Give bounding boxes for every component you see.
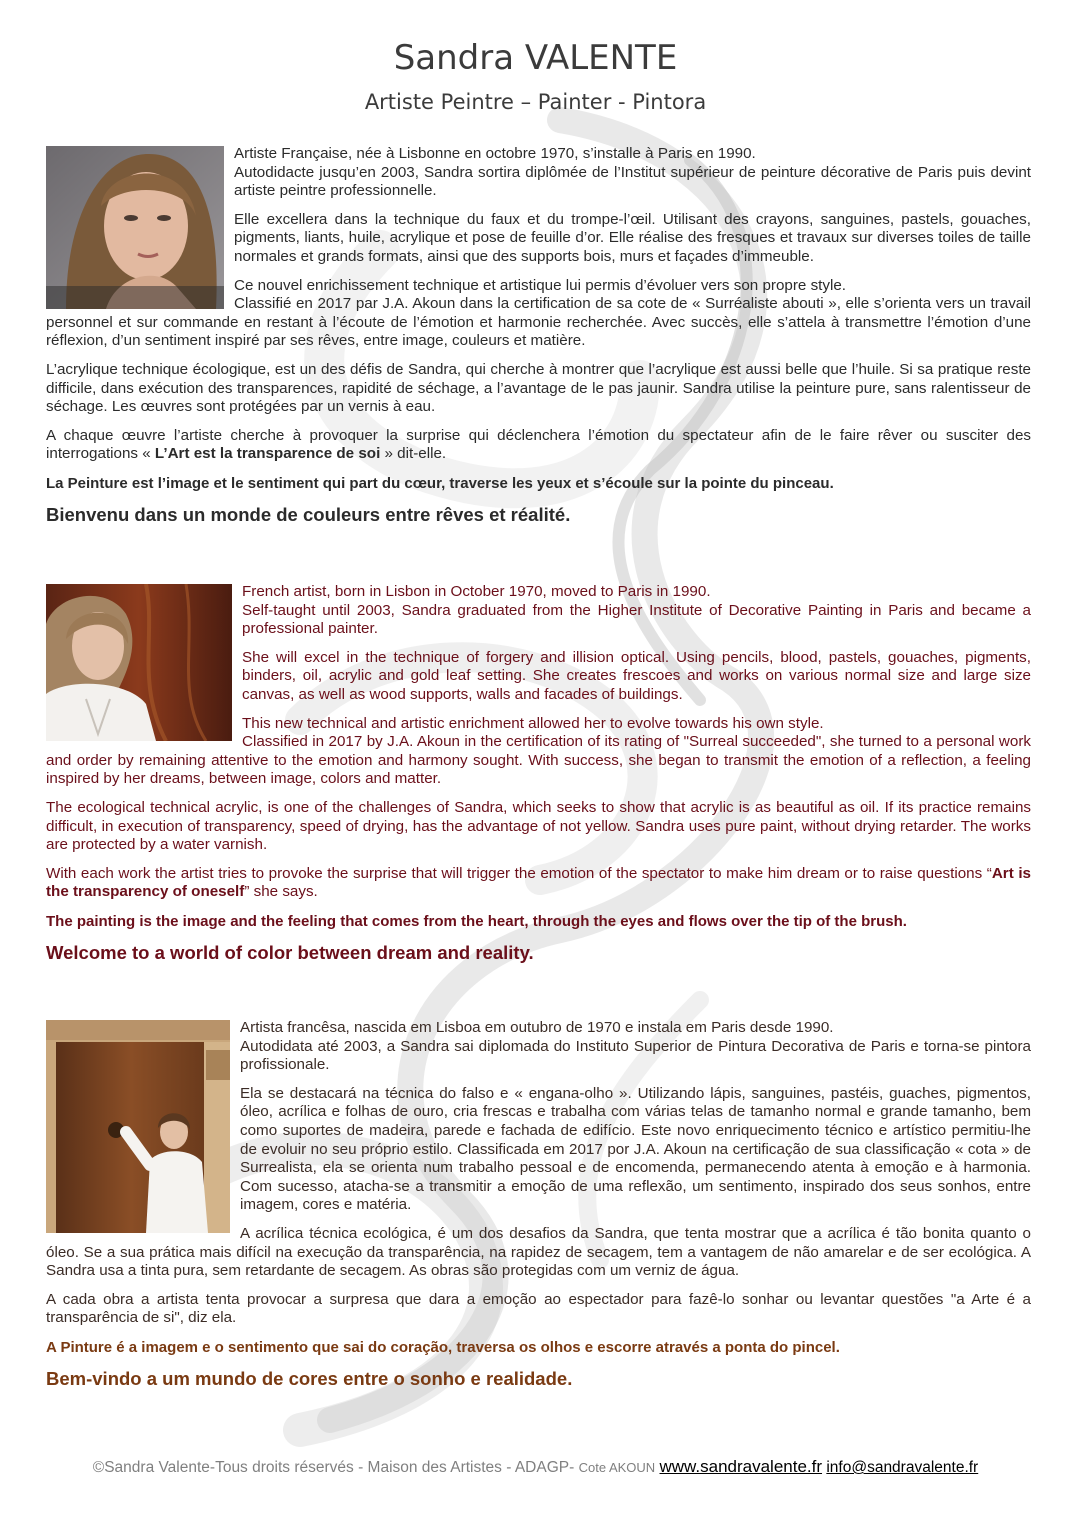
artist-portrait-photo-1 — [46, 146, 224, 309]
artist-portrait-photo-2 — [46, 584, 232, 741]
paragraph: L’acrylique technique écologique, est un des défis de Sandra, qui cherche à montrer que l’acrylique est aussi belle que l’huile. Si sa pratique reste difficile, dans exécution des transparences, rapidité de séchage, a l’avantage de le pas jaunir. Sandra utilise la peinture pure, sans ralentisseur de séchage. Les œuvres sont protégées par un vernis à eau. — [46, 360, 1031, 416]
email-link[interactable]: info@sandravalente.fr — [826, 1459, 979, 1476]
quote-bold: Art is the transparency of oneself — [46, 864, 1031, 901]
paragraph: Ela se destacará na técnica do falso e « engana-olho ». Utilizando lápis, sanguines, pastéis, guaches, pigmentos, óleo, acrílica e folhas de ouro, cria frescas e trabalha com várias telas de tamanho normal e grande tamanho, bem como suportes de madeira, parede e fachada de edifício. Este novo enriquecimento técnico e artístico permitiu-lhe de evoluir no seu próprio estilo. Classificada em 2017 por J.A. Akoun na certificação de sua classificação « cota » de Surrealista, ela se orienta num trabalho pessoal e de encomenda, permanecendo atenta à emoção e à harmonia. Com sucesso, atacha-se a transmitir a emoção de uma reflexão, um sentimento, inspirado dos seus sonhos, entre imagem, cores e matéria. — [240, 1084, 1031, 1214]
section-portuguese — [46, 1019, 1031, 1401]
paragraph: Ce nouvel enrichissement technique et artistique lui permis d’évoluer vers son propre style. — [234, 276, 847, 294]
website-link[interactable]: www.sandravalente.fr — [659, 1457, 823, 1476]
paragraph: With each work the artist tries to provoke the surprise that will trigger the emotion of the spectator to make him dream or to raise questions “Art is the transparency of oneself” she says. — [46, 864, 1031, 901]
motto-line: The painting is the image and the feeling that comes from the heart, through the eyes and flows over the tip of the brush. — [46, 912, 907, 930]
paragraph: Artista francêsa, nascida em Lisboa em outubro de 1970 e instala em Paris desde 1990. — [240, 1019, 834, 1036]
paragraph: Autodidata até 2003, a Sandra sai diplomada do Instituto Superior de Pintura Decorativa de Paris e torna-se pintora profissionale. — [240, 1037, 1031, 1074]
paragraph: The ecological technical acrylic, is one of the challenges of Sandra, which seeks to show that acrylic is as beautiful as oil. If its practice remains difficult, in execution of transparency, speed of drying, has the advantage of not yellow. Sandra uses pure paint, without drying retarder. The works are protected by a water varnish. — [46, 798, 1031, 854]
welcome-line: Bienvenu dans un monde de couleurs entre rêves et réalité. — [46, 503, 571, 525]
welcome-line: Welcome to a world of color between dream and reality. — [46, 941, 534, 963]
artist-portrait-photo-3 — [46, 1020, 230, 1233]
section-english — [46, 583, 1031, 975]
paragraph: A acrílica técnica ecológica, é um dos desafios da Sandra, que tenta mostrar que a acrílica é tão bonita quanto o óleo. Se a sua prática mais difícil na execução da transparência, na rapidez de secagem, tem a vantagem de não amarelar e de ser ecológica. A Sandra usa a tinta pura, sem retardante de secagem. As obras são protegidas com um verniz de água. — [46, 1224, 1031, 1280]
paragraph: She will excel in the technique of forgery and illision optical. Using pencils, blood, pastels, gouaches, pigments, binders, oil, acrylic and gold leaf setting. She creates frescoes and works on various normal size and large size canvas, as well as wood supports, walls and facades of buildings. — [242, 648, 1031, 703]
copyright-text: ©Sandra Valente-Tous droits réservés - Maison des Artistes - ADAGP- — [92, 1459, 579, 1476]
paragraph: Self-taught until 2003, Sandra graduated from the Higher Institute of Decorative Painting in Paris and became a professional painter. — [242, 601, 1031, 638]
paragraph: French artist, born in Lisbon in October 1970, moved to Paris in 1990. — [242, 583, 711, 600]
paragraph: Autodidacte jusqu’en 2003, Sandra sortira diplômée de l’Institut supérieur de peinture décorative de Paris puis devint artiste peintre professionnelle. — [234, 163, 1031, 200]
welcome-line: Bem-vindo a um mundo de cores entre o sonho e realidade. — [46, 1367, 573, 1389]
page-subtitle: Artiste Peintre – Painter - Pintora — [364, 90, 707, 114]
section-french — [46, 145, 1031, 537]
paragraph: Classifié en 2017 par J.A. Akoun dans la certification de sa cote de « Surréaliste abouti », elle s’orienta vers un travail personnel et sur commande en restant à l’écoute de l’émotion et harmonie recherchée. Avec succès, elle s’attela à transmettre l’émotion d’une réflexion, d’un sentiment inspiré par ses rêves, entre image, couleurs et matière. — [46, 295, 1031, 350]
motto-line: La Peinture est l’image et le sentiment qui part du cœur, traverse les yeux et s’écoule sur la pointe du pinceau. — [46, 474, 834, 492]
page-title: Sandra VALENTE — [393, 38, 678, 78]
footer — [0, 1457, 1071, 1477]
cote-text: Cote AKOUN — [578, 1460, 656, 1475]
paragraph: Elle excellera dans la technique du faux et du trompe-l’œil. Utilisant des crayons, sanguines, pastels, gouaches, pigments, liants, huile, acrylique et pose de feuille d’or. Elle réalise des fresques et travaux sur diverses toiles de taille normales et grands formats, ainsi que des supports bois, murs et façades d’immeuble. — [234, 210, 1031, 265]
quote-bold: L’Art est la transparence de soi — [154, 445, 381, 463]
paragraph: Artiste Française, née à Lisbonne en octobre 1970, s’installe à Paris en 1990. — [234, 145, 756, 162]
paragraph: Classified in 2017 by J.A. Akoun in the certification of its rating of "Surreal succeeded", she turned to a personal work and order by remaining attentive to the emotion and harmony sought. With success, she began to transmit the emotion of a reflection, a feeling inspired by her dreams, between image, colors and matter. — [46, 733, 1031, 788]
motto-line: A Pinture é a imagem e o sentimento que sai do coração, traversa os olhos e escorre através a ponta do pincel. — [46, 1338, 840, 1356]
paragraph: This new technical and artistic enrichment allowed her to evolve towards his own style. — [242, 714, 824, 732]
paragraph: A cada obra a artista tenta provocar a surpresa que dara a emoção ao espectador para fazê-lo sonhar ou levantar questões "a Arte é a transparência de si", diz ela. — [46, 1290, 1031, 1327]
paragraph: A chaque œuvre l’artiste cherche à provoquer la surprise qui déclenchera l’émotion du spectateur afin de le faire rêver ou susciter des interrogations « L’Art est la transparence de soi » dit-elle. — [46, 426, 1031, 463]
